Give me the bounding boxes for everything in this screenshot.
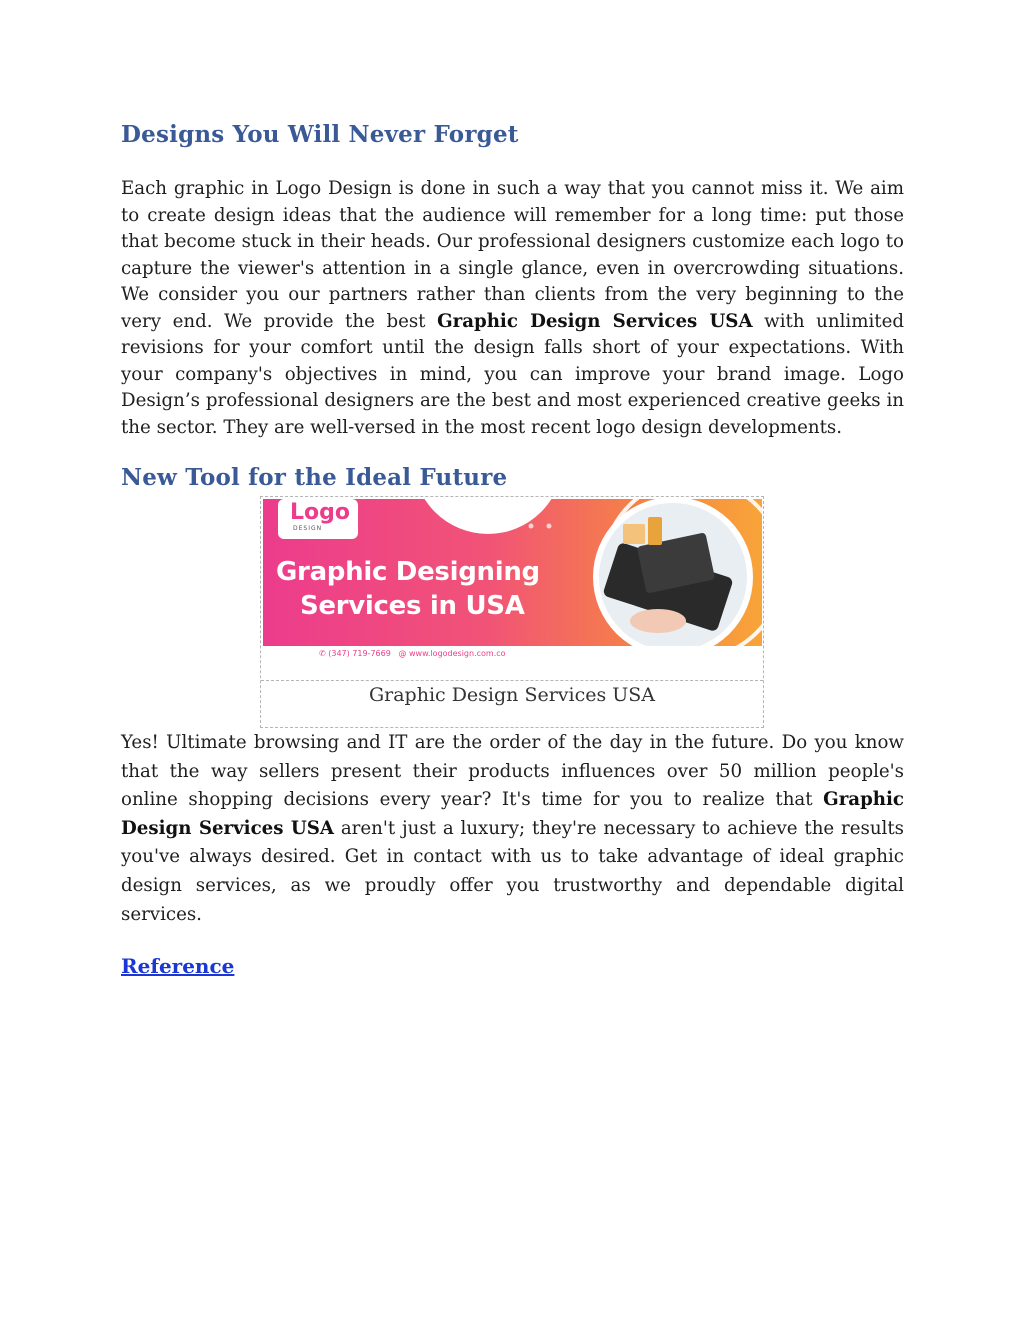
reference-link[interactable]: Reference	[121, 954, 235, 978]
figure	[260, 496, 764, 728]
banner-logo-sub: DESIGN	[293, 525, 323, 532]
banner-website: www.logodesign.com.co	[409, 649, 506, 658]
figure-caption: Graphic Design Services USA	[261, 680, 763, 726]
banner-title-line2: Services in USA	[300, 591, 525, 621]
paragraph-text: aren't just a luxury; they're necessary to achieve the results you've always desired. Get in contact with us to take advantage of ideal graphic design services, as we proudly offer you trustworthy and dependable digital services.	[121, 817, 904, 925]
paragraph-text: with unlimited revisions for your comfort until the design falls short of your expectations. With your company's objectives in mind, you can improve your brand image. Logo Design’s professional designers are the best and most experienced creative geeks in the sector. They are well-versed in the most recent logo design developments.	[121, 310, 905, 438]
banner-title-line1: Graphic Designing	[276, 557, 540, 587]
paragraph-text: Yes! Ultimate browsing and IT are the order of the day in the future. Do you know that the way sellers present their products influences over 50 million people's online shopping decisions every year? It's time for you to realize that	[121, 732, 904, 811]
bold-keyword: Graphic Design Services USA	[121, 789, 904, 839]
section-heading-new-tool: New Tool for the Ideal Future	[121, 464, 508, 491]
phone-icon: ✆	[319, 649, 326, 658]
bold-keyword: Graphic Design Services USA	[437, 310, 753, 332]
section-heading-designs: Designs You Will Never Forget	[121, 121, 519, 148]
banner-image	[263, 499, 762, 668]
banner-phone: (347) 719-7669	[328, 649, 391, 658]
paragraph-new-tool	[121, 729, 904, 929]
web-icon: @	[398, 649, 407, 658]
banner-logo: Logo	[290, 500, 350, 525]
banner-contact	[319, 649, 506, 658]
paragraph-text: Each graphic in Logo Design is done in such a way that you cannot miss it. We aim to create design ideas that the audience will remember for a long time: put those that become stuck in their heads. Our professional designers customize each logo to capture the viewer's attention in a single glance, even in overcrowding situations. We consider you our partners rather than clients from the very beginning to the very end. We provide the best	[121, 178, 904, 332]
paragraph-designs	[121, 176, 904, 441]
